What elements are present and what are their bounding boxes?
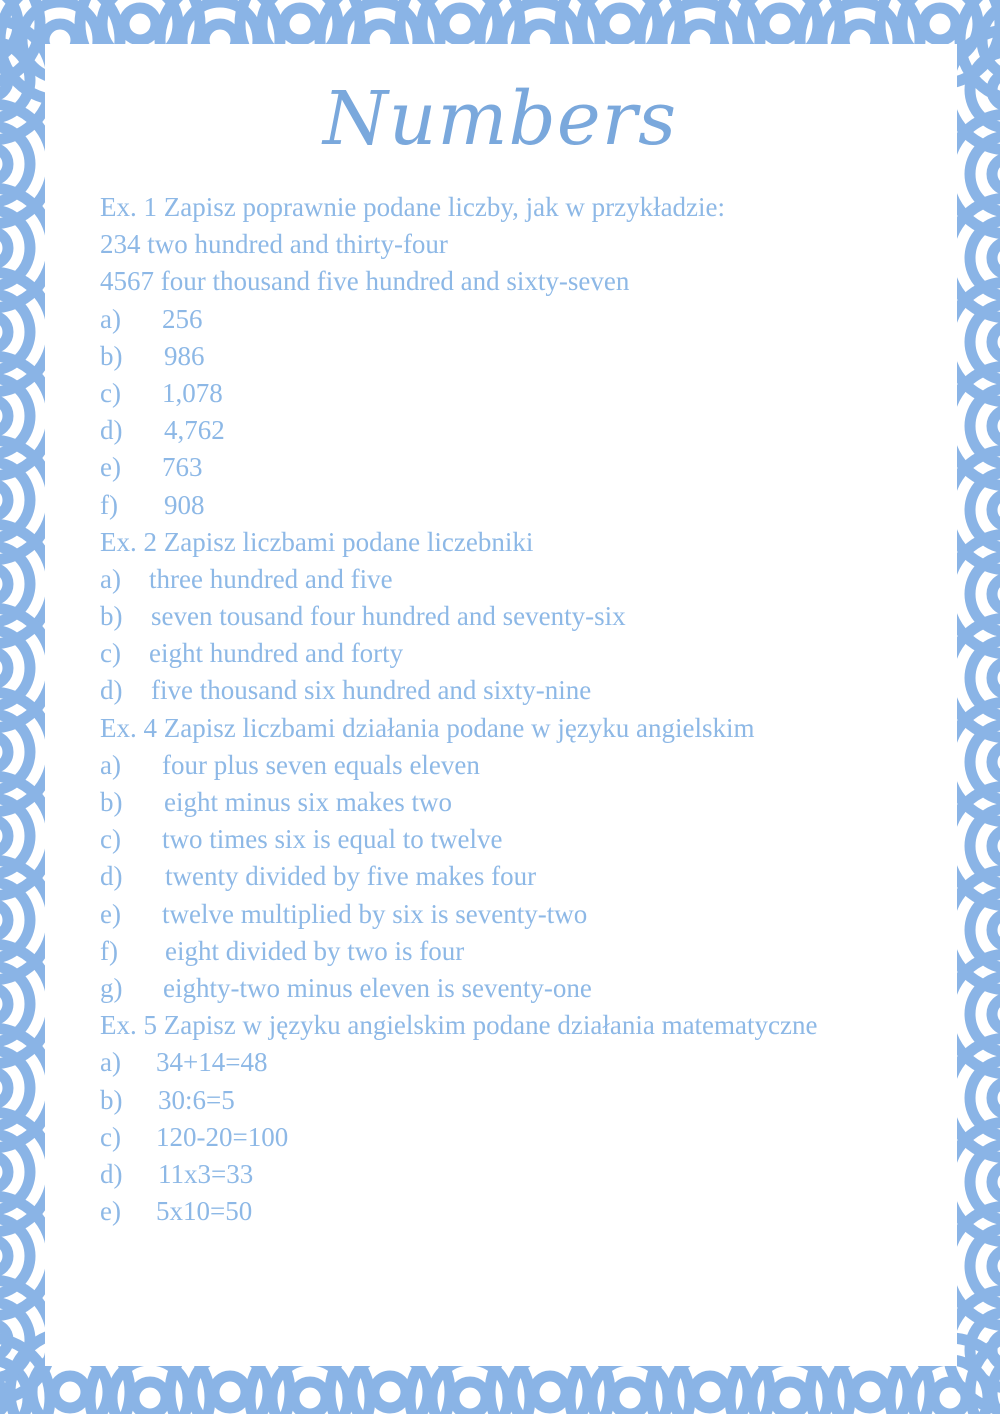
wave-arc [992, 326, 1000, 358]
wave-arc [134, 1382, 166, 1414]
wave-arc [374, 1376, 406, 1408]
item-letter: f) [100, 489, 118, 520]
item-letter: c) [100, 1121, 121, 1152]
item-text: three hundred and five [149, 563, 393, 594]
wave-arc [992, 578, 1000, 610]
wave-arc [992, 746, 1000, 778]
item-text: 34+14=48 [156, 1047, 268, 1078]
wave-arc [992, 410, 1000, 442]
item-text: seven tousand four hundred and seventy-six [151, 601, 626, 632]
item-text: 256 [162, 303, 203, 334]
wave-arc [534, 1376, 566, 1408]
wave-arc [614, 1382, 646, 1414]
item-letter: f) [100, 935, 118, 966]
item-text: 908 [164, 489, 205, 520]
item-letter: d) [100, 415, 123, 446]
item-text: eighty-two minus eleven is seventy-one [163, 972, 592, 1003]
item-text: 11x3=33 [158, 1158, 254, 1189]
ex1-item-a [100, 301, 940, 338]
item-text: four plus seven equals eleven [162, 749, 480, 780]
wave-arc [604, 8, 636, 40]
wave-arc [992, 242, 1000, 274]
item-letter: c) [100, 638, 121, 669]
item-letter: d) [100, 1158, 123, 1189]
item-letter: d) [100, 675, 123, 706]
wave-arc [454, 1382, 486, 1414]
ex5-item-c [100, 1119, 940, 1156]
wave-arc [992, 998, 1000, 1030]
wave-arc [992, 662, 1000, 694]
ex5-heading: Ex. 5 Zapisz w języku angielskim podane działania matematyczne [100, 1010, 818, 1041]
item-text: 5x10=50 [156, 1196, 253, 1227]
item-letter: e) [100, 1196, 121, 1227]
wave-arc [992, 1166, 1000, 1198]
ex2-item-d [100, 672, 940, 709]
wave-arc [0, 652, 8, 684]
page-title: Numbers [322, 76, 678, 162]
ex1-item-d [100, 412, 940, 449]
ex1-heading: Ex. 1 Zapisz poprawnie podane liczby, jak w przykładzie: [100, 192, 726, 222]
wave-arc [0, 400, 8, 432]
ex4-item-f [100, 933, 940, 970]
item-letter: b) [100, 1084, 123, 1115]
wave-arc [0, 1156, 8, 1188]
item-text: eight minus six makes two [164, 787, 452, 817]
item-text: twenty divided by five makes four [165, 861, 537, 892]
ex5-item-e [100, 1193, 940, 1230]
ex2-item-b [100, 598, 940, 635]
wave-arc [444, 8, 476, 40]
ex1-item-b [100, 338, 940, 375]
item-text: 986 [164, 340, 205, 371]
ex2-heading: Ex. 2 Zapisz liczbami podane liczebniki [100, 526, 534, 557]
wave-arc [0, 736, 8, 768]
ex4-heading: Ex. 4 Zapisz liczbami działania podane w języku angielskim [100, 712, 755, 743]
item-letter: e) [100, 452, 121, 483]
wave-arc [54, 1376, 86, 1408]
wave-arc [992, 830, 1000, 862]
item-letter: d) [100, 861, 123, 892]
wave-arc [284, 8, 316, 40]
ex4-item-g [100, 970, 940, 1007]
wave-arc [214, 1376, 246, 1408]
item-text: 1,078 [162, 377, 223, 408]
wave-arc [0, 316, 8, 348]
ex5-item-d [100, 1156, 940, 1193]
item-letter: b) [100, 601, 123, 632]
wave-arc [124, 8, 156, 40]
item-letter: a) [100, 749, 121, 780]
wave-arc [0, 484, 8, 516]
item-text: 30:6=5 [158, 1084, 235, 1115]
wave-arc [764, 8, 796, 40]
item-letter: g) [100, 972, 123, 1003]
item-text: 763 [162, 452, 203, 483]
ex1-item-c [100, 375, 940, 412]
wave-arc [0, 1072, 8, 1104]
item-letter: b) [100, 787, 123, 817]
ex4-item-b [100, 784, 940, 821]
wave-arc [992, 1334, 1000, 1366]
item-text: five thousand six hundred and sixty-nine [151, 675, 592, 706]
wave-arc [992, 914, 1000, 946]
wave-arc [294, 1382, 326, 1414]
wave-arc [992, 1250, 1000, 1282]
item-text: 4,762 [164, 415, 225, 446]
ex4-item-c [100, 821, 940, 858]
item-letter: b) [100, 340, 123, 371]
wave-arc [992, 494, 1000, 526]
wave-arc [0, 820, 8, 852]
ex4-item-d [100, 858, 940, 895]
wave-arc [0, 568, 8, 600]
ex1-item-f [100, 487, 940, 524]
ex5-item-a [100, 1044, 940, 1081]
wave-arc [924, 8, 956, 40]
item-text: eight hundred and forty [149, 638, 404, 669]
item-letter: a) [100, 303, 121, 334]
wave-arc [0, 232, 8, 264]
wave-arc [694, 1376, 726, 1408]
ex5-item-b [100, 1082, 940, 1119]
ex4-item-e [100, 896, 940, 933]
item-text: eight divided by two is four [165, 935, 465, 966]
ex1-example-2: 4567 four thousand five hundred and sixty-seven [100, 266, 630, 297]
item-text: two times six is equal to twelve [162, 824, 503, 855]
item-letter: c) [100, 824, 121, 855]
ex4-item-a [100, 747, 940, 784]
ex2-item-a [100, 561, 940, 598]
wave-arc [0, 1240, 8, 1272]
item-letter: a) [100, 1047, 121, 1078]
ex1-item-e [100, 449, 940, 486]
wave-arc [0, 904, 8, 936]
exercise-content [100, 189, 940, 1230]
item-letter: e) [100, 898, 121, 929]
wave-arc [854, 1376, 886, 1408]
wave-arc [992, 1082, 1000, 1114]
wave-arc [0, 988, 8, 1020]
item-letter: c) [100, 377, 121, 408]
item-text: 120-20=100 [156, 1121, 289, 1152]
item-letter: a) [100, 563, 121, 594]
item-text: twelve multiplied by six is seventy-two [162, 898, 588, 929]
wave-arc [774, 1382, 806, 1414]
ex1-example-1: 234 two hundred and thirty-four [100, 229, 448, 260]
ex2-item-c [100, 635, 940, 672]
